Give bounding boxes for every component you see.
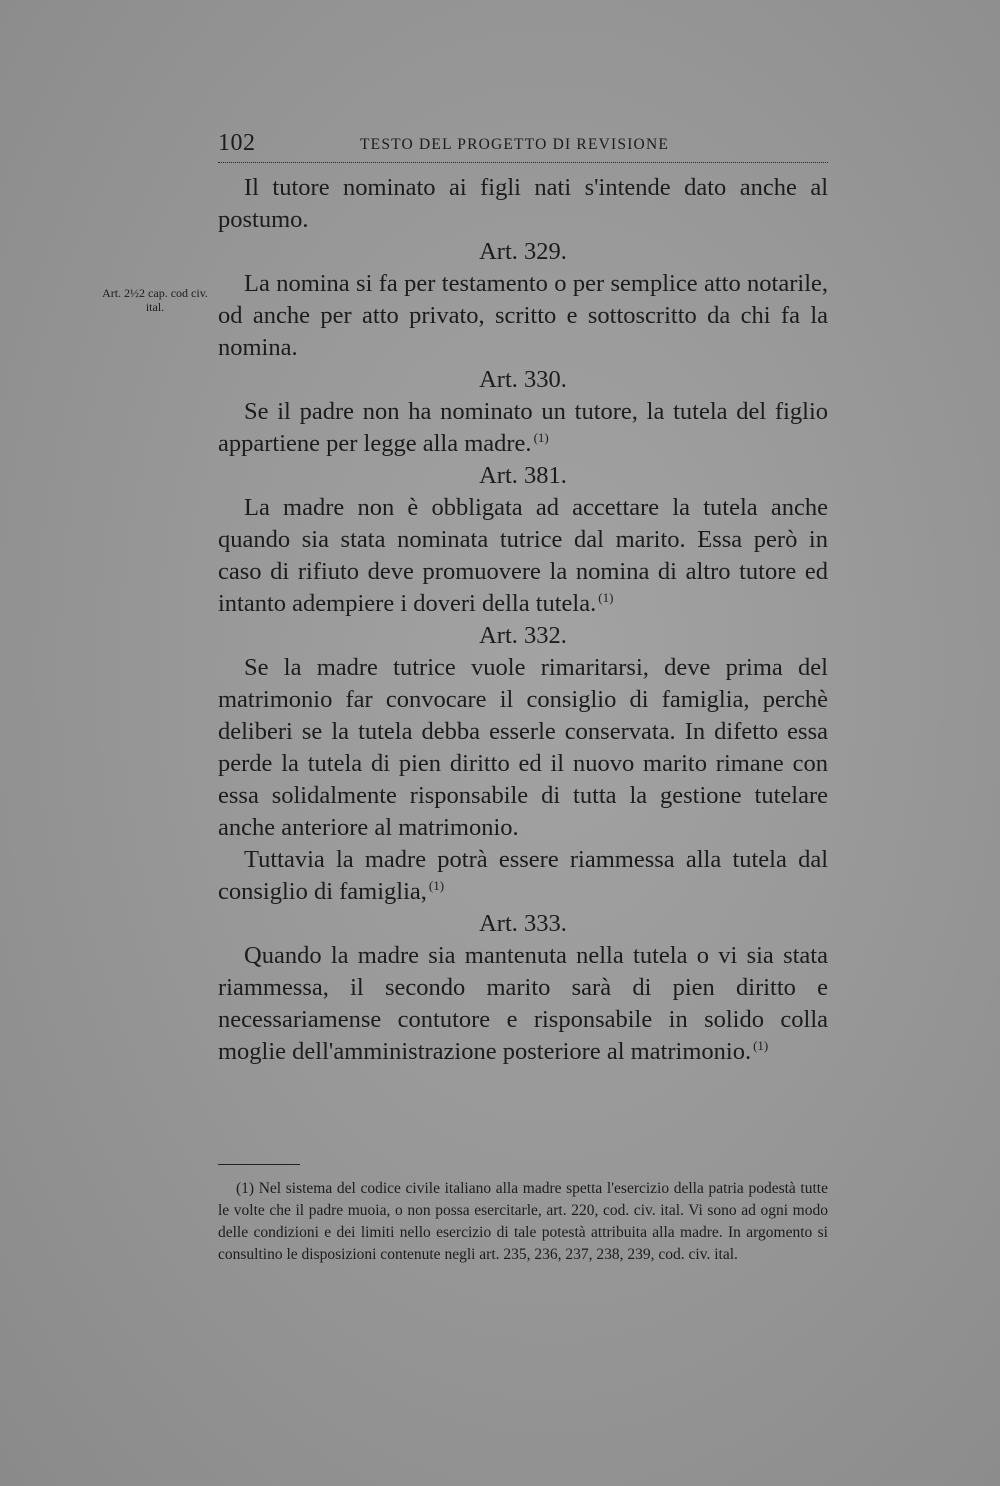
margin-note: Art. 2½2 cap. cod civ. ital. xyxy=(102,286,208,314)
paragraph-rimaritarsi: Se la madre tutrice vuole rimaritarsi, deve prima del matrimonio far convocare il consiglio di famiglia, perchè deliberi se la tutela debba esserle conservata. In difetto essa perde la tutela di pien diritto ed il nuovo marito rimane con essa solidalmente risponsabile di tutta la gestione tutelare anche anteriore al matrimonio. xyxy=(218,654,828,841)
footnote-marker: (1) xyxy=(428,878,445,893)
paragraph-riammessa xyxy=(218,844,828,908)
paragraph-postumo: Il tutore nominato ai figli nati s'intende dato anche al postumo. xyxy=(218,174,828,233)
paragraph-text: Se il padre non ha nominato un tutore, la tutela del figlio appartiene per legge alla madre. xyxy=(218,398,828,457)
article-heading-329: Art. 329. xyxy=(479,238,567,265)
article-heading-333: Art. 333. xyxy=(479,910,567,937)
body-text xyxy=(218,172,828,1068)
paragraph-text: Tuttavia la madre potrà essere riammessa alla tutela dal consiglio di famiglia, xyxy=(218,846,828,905)
running-head: TESTO DEL PROGETTO DI REVISIONE xyxy=(360,136,670,153)
article-heading-330: Art. 330. xyxy=(479,366,567,393)
footnote: (1) Nel sistema del codice civile italiano alla madre spetta l'esercizio della patria podestà tutte le volte che il padre muoia, o non possa esercitarle, art. 220, cod. civ. ital. Vi sono ad ogni modo delle condizioni e dei limiti nello esercizio di tale potestà attribuita alla madre. In argomento si consultino le disposizioni contenute negli art. 235, 236, 237, 238, 239, cod. civ. ital. xyxy=(218,1180,828,1263)
article-heading-331: Art. 381. xyxy=(479,462,567,489)
article-heading-332: Art. 332. xyxy=(479,622,567,649)
paragraph-text: La madre non è obbligata ad accettare la tutela anche quando sia stata nominata tutrice dal marito. Essa però in caso di rifiuto deve promuovere la nomina di altro tutore ed intanto adempiere i doveri della tutela. xyxy=(218,494,828,617)
footnote-marker: (1) xyxy=(598,590,614,605)
paragraph-tutela-madre xyxy=(218,396,828,460)
paragraph-rifiuto xyxy=(218,492,828,620)
page-header xyxy=(218,128,828,163)
footnote-marker: (1) xyxy=(533,430,549,445)
paragraph-nomina: La nomina si fa per testamento o per semplice atto notarile, od anche per atto privato, scritto e sottoscritto da chi fa la nomina. xyxy=(218,270,828,361)
footnote-marker: (1) xyxy=(753,1038,769,1053)
paragraph-contutore xyxy=(218,940,828,1068)
page-number: 102 xyxy=(218,130,256,156)
paragraph-text: Quando la madre sia mantenuta nella tutela o vi sia stata riammessa, il secondo marito sarà di pien diritto e necessariamense contutore e risponsabile in solido colla moglie dell'amministrazione posteriore al matrimonio. xyxy=(218,942,828,1065)
footnote-separator xyxy=(218,1164,300,1165)
